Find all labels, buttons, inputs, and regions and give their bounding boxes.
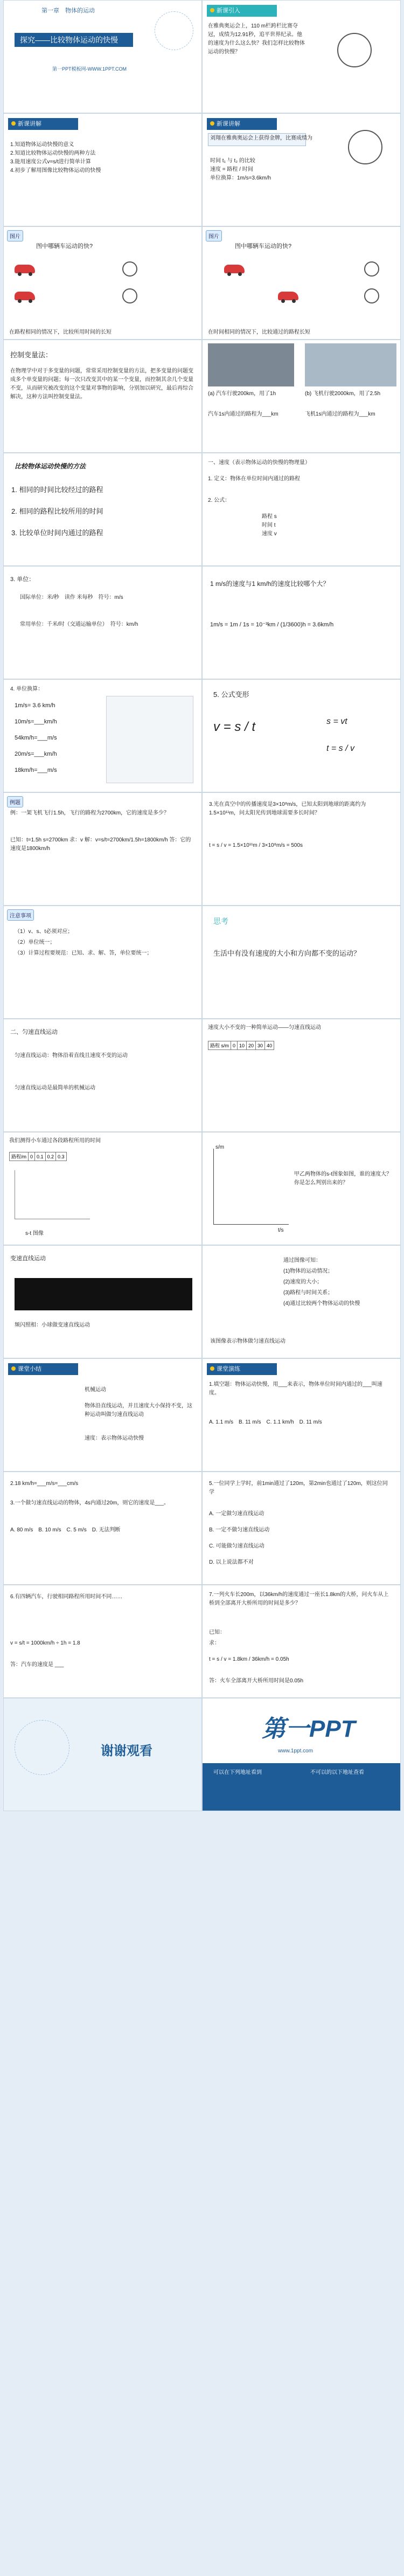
cap1: (a) 汽车行驶200km，用了1h — [208, 391, 276, 397]
slide-logo — [202, 1698, 401, 1811]
slide-thanks — [3, 1698, 202, 1811]
body: 在物理学中对于多变量的问题，常常采用控制变量的方法，把多变量的问题变成多个单变量的问题；每一次只改变其中的某一个变量，而控制其余几个变量不变，从而研究被改变的这个变量对事物的影响，分别加以研究，最后再综合解决，这种方法叫控制变量法。 — [10, 368, 193, 400]
q2: 飞机1s内通过的路程为___km — [305, 411, 375, 417]
question: 7.一列火车长200m，以36km/h的速度通过一座长1.8km的大桥，问火车从上桥到全部离开大桥所用的时间是多少？ — [209, 1592, 389, 1606]
stopwatch-icon — [348, 130, 382, 164]
equation: 1m/s = 1m / 1s = 10⁻³km / (1/3600)h = 3.6km/h — [210, 621, 334, 628]
col-1: 可以在下列地址看到 — [213, 1770, 262, 1776]
header: 新课讲解 — [207, 118, 277, 130]
title: 变速直线运动 — [10, 1255, 46, 1262]
slide-title — [3, 0, 202, 113]
brand-logo: 第一PPT — [262, 1716, 356, 1742]
caption: 在路程相同的情况下，比较所用时间的长短 — [9, 329, 112, 335]
clock-icon — [364, 261, 379, 277]
car-icon — [278, 292, 298, 300]
part-time: 时间 t — [262, 522, 276, 528]
clock-icon — [122, 288, 137, 303]
title: 5. 公式变形 — [213, 690, 249, 699]
title: 4. 单位换算： — [10, 686, 44, 692]
question: 生活中有没有速度的大小和方向都不变的运动？ — [213, 949, 361, 957]
question: 2.18 km/h=___m/s=___cm/s — [10, 1481, 79, 1487]
method-1: 1. 相同的时间比较经过的路程 — [11, 486, 103, 494]
header: 新课讲解 — [8, 118, 78, 130]
options: A. 80 m/s B. 10 m/s C. 5 m/s D. 无法判断 — [10, 1527, 121, 1533]
slide-st-graph — [3, 1132, 202, 1245]
answer: 已知：t=1.5h s=2700km 求：v 解：v=s/t=2700km/1.5h=1800km/h 答：它的速度是1800km/h — [10, 837, 191, 852]
option-a: A. 一定做匀速直线运动 — [209, 1511, 264, 1517]
slide-variable-motion — [3, 1245, 202, 1358]
header: 课堂小结 — [8, 1363, 78, 1375]
definition: 1. 定义：物体在单位时间内通过的路程 — [208, 476, 301, 482]
row-1: 1m/s= 3.6 km/h — [15, 702, 55, 709]
method-3: 3. 比较单位时间内通过的路程 — [11, 529, 103, 537]
subtitle: 第一PPT模板网-WWW.1PPT.COM — [52, 66, 127, 72]
question: 图中哪辆车运动的快? — [36, 243, 93, 250]
x-label: t/s — [278, 1227, 284, 1233]
line-3: 单位换算：1m/s=3.6km/h — [210, 175, 271, 181]
y-axis — [213, 1149, 214, 1224]
note: 该图像表示物体做匀速直线运动 — [210, 1338, 285, 1344]
formula-t: t = s / v — [326, 744, 355, 753]
question: 3.光在真空中的传播速度是3×10⁸m/s，已知太阳到地球的距离约为1.5×10¹¹m，问太阳光传到地球需要多长时间？ — [209, 802, 366, 816]
car-photo — [208, 343, 294, 386]
speed-icons-table — [106, 696, 193, 783]
formula-s: s = vt — [326, 717, 347, 726]
car-icon — [15, 265, 35, 273]
data-table: 路程 s/m 0 10 20 30 40 — [208, 1041, 274, 1050]
question: 甲乙两物体的s-t图象如图，谁的速度大？你是怎么判别出来的？ — [294, 1171, 392, 1186]
slide-lesson — [202, 113, 401, 226]
solution: t = s / v = 1.8km / 36km/h = 0.05h — [209, 1656, 289, 1662]
note: 刘翔在雅典奥运会上获得金牌，比赛成绩为 — [210, 135, 312, 141]
item-0: 机械运动 — [85, 1387, 106, 1393]
point-1: (1)物体的运动情况； — [283, 1268, 333, 1274]
point-2: (2)速度的大小； — [283, 1279, 323, 1285]
definition: 匀速直线运动：物体沿着直线且速度不变的运动 — [15, 1053, 128, 1059]
row-2: 10m/s=___km/h — [15, 719, 57, 725]
slide-practice-3 — [202, 1472, 401, 1585]
slide-cars-a — [3, 226, 202, 340]
solution: v = s/t = 1000km/h ÷ 1h = 1.8 — [10, 1640, 80, 1646]
caption: 频闪照相：小球做变速直线运动 — [15, 1322, 90, 1328]
plane-photo — [305, 343, 396, 386]
clock-icon — [122, 261, 137, 277]
y-label: s/m — [215, 1144, 225, 1150]
answer: 答：汽车的速度是 ___ — [10, 1662, 64, 1668]
slide-control-variable — [3, 340, 202, 453]
options: A. 1.1 m/s B. 11 m/s C. 1.1 km/h D. 11 m/s — [209, 1419, 322, 1425]
headline: 探究——比较物体运动的快慢 — [15, 33, 133, 47]
point-4: (4)通过比较两个物体运动的快慢 — [283, 1301, 360, 1307]
option-b: B. 一定不做匀速直线运动 — [209, 1527, 270, 1533]
part-speed: 速度 v — [262, 531, 277, 537]
cap2: (b) 飞机行驶2000km，用了2.5h — [305, 391, 381, 397]
clock-icon — [364, 288, 379, 303]
intl-unit: 国际单位：米/秒 读作 米每秒 符号：m/s — [20, 595, 123, 600]
point-3: (3)路程与时间关系； — [283, 1290, 333, 1296]
data-table: 路程/m 0 0.1 0.2 0.3 — [9, 1152, 67, 1161]
objective-3: 3.能用速度公式v=s/t进行简单计算 — [10, 159, 91, 165]
slide-practice-4 — [3, 1585, 202, 1698]
slide-uniform-table — [202, 1019, 401, 1132]
q1: 汽车1s内通过的路程为___km — [208, 411, 278, 417]
item-2: 速度：表示物体运动快慢 — [85, 1435, 144, 1441]
find: 求： — [209, 1640, 220, 1646]
dandelion-icon — [15, 1720, 69, 1775]
slide-cars-b — [202, 226, 401, 340]
slide-graph-info — [202, 1245, 401, 1358]
x-axis — [213, 1224, 289, 1225]
slide-practice-1 — [202, 1358, 401, 1472]
row-3: 54km/h=___m/s — [15, 735, 57, 741]
slide-units — [3, 566, 202, 679]
caption: 在时间相同的情况下，比较通过的路程长短 — [208, 329, 310, 335]
method-2: 2. 相同的路程比较所用的时间 — [11, 507, 103, 515]
slide-think — [202, 906, 401, 1019]
slide-unit-compare — [202, 566, 401, 679]
note-2: （2）单位统一； — [15, 940, 55, 945]
slide-car-vs-plane — [202, 340, 401, 453]
slide-methods — [3, 453, 202, 566]
known: 已知： — [209, 1629, 225, 1635]
note-3: （3）计算过程要规范：已知、求、解、答，单位要统一； — [15, 950, 152, 956]
thanks-text: 谢谢观看 — [101, 1744, 152, 1758]
question: 6.有四辆汽车，行驶相同路程所用时间不同…… — [10, 1594, 123, 1600]
formula-label: 2. 公式： — [208, 498, 231, 503]
slide-summary — [3, 1358, 202, 1472]
question: 例：一架飞机飞行1.5h，飞行的路程为2700km，它的速度是多少？ — [10, 810, 170, 816]
question: 5.一位同学上学时，前1min通过了120m，第2min也通过了120m，则这位同学 — [209, 1481, 388, 1495]
col-2: 不可以的以下地址查看 — [310, 1770, 364, 1776]
tag: 图片 — [206, 230, 222, 241]
brand-url: www.1ppt.com — [278, 1748, 314, 1754]
line-2: 速度 = 路程 / 时间 — [210, 167, 253, 172]
slide-objectives — [3, 113, 202, 226]
question: 图中哪辆车运动的快? — [235, 243, 292, 250]
option-d: D. 以上说法都不对 — [209, 1559, 254, 1565]
chapter-label: 第一章 物体的运动 — [41, 8, 95, 14]
note: 匀速直线运动是最简单的机械运动 — [15, 1085, 95, 1091]
common-unit: 常用单位：千米/时（交通运输单位） 符号：km/h — [20, 621, 138, 627]
row-4: 20m/s=___km/h — [15, 751, 57, 757]
slide-light — [202, 792, 401, 906]
title: 3. 单位： — [10, 576, 35, 583]
note-1: （1）v、s、t必须对应； — [15, 929, 73, 935]
tag: 思考 — [213, 917, 228, 926]
title: 比较物体运动快慢的方法 — [15, 462, 86, 470]
car-icon — [224, 265, 245, 273]
option-c: C. 可能做匀速直线运动 — [209, 1543, 264, 1549]
objective-1: 1.知道物体运动快慢的意义 — [10, 142, 74, 148]
tag: 图片 — [7, 230, 23, 241]
tag: 例题 — [7, 796, 23, 807]
title: 一、速度（表示物体运动的快慢的物理量） — [208, 460, 310, 466]
title: 1 m/s的速度与1 km/h的速度比较哪个大？ — [210, 580, 330, 588]
answer: 答：火车全部离开大桥所用时间是0.05h — [209, 1678, 304, 1684]
dandelion-icon — [155, 11, 193, 50]
body: 在雅典奥运会上，110 m栏跨栏比赛夺冠，成绩为12.91秒，追平世界纪录。他的速度为什么这么快？我们怎样比较物体运动的快慢？ — [208, 23, 305, 55]
slide-uniform — [3, 1019, 202, 1132]
row-5: 18km/h=___m/s — [15, 767, 57, 774]
caption: s-t 图像 — [25, 1231, 44, 1237]
slide-conversion — [3, 679, 202, 792]
slide-formula — [202, 679, 401, 792]
question: 1.填空题：物体运动快慢，用___来表示，物体单位时间内通过的___叫速度。 — [209, 1382, 382, 1396]
line-1: 时间 t₁ 与 t₂ 的比较 — [210, 158, 255, 164]
part-distance: 路程 s — [262, 514, 277, 520]
header: 课堂演练 — [207, 1363, 277, 1375]
title: 我们测得小车通过各段路程所用的时间 — [9, 1138, 101, 1144]
stopwatch-icon — [337, 33, 372, 67]
question-2: 3.一个做匀速直线运动的物体，4s内通过20m，则它的速度是___。 — [10, 1500, 170, 1506]
title: 二、匀速直线运动 — [10, 1029, 58, 1035]
item-1: 物体沿直线运动，并且速度大小保持不变，这种运动叫做匀速直线运动 — [85, 1403, 192, 1418]
car-icon — [15, 292, 35, 300]
slide-practice-5 — [202, 1585, 401, 1698]
header: 新课引入 — [207, 5, 277, 17]
slide-intro — [202, 0, 401, 113]
slide-notes — [3, 906, 202, 1019]
tag: 注意事项 — [7, 909, 34, 921]
strobe-photo — [15, 1278, 192, 1310]
answer: t = s / v = 1.5×10¹¹m / 3×10⁸m/s = 500s — [209, 842, 303, 848]
title: 控制变量法： — [10, 351, 53, 359]
slide-practice-2 — [3, 1472, 202, 1585]
slide-speed-def — [202, 453, 401, 566]
title: 速度大小不变的一种简单运动——匀速直线运动 — [208, 1025, 321, 1031]
objective-2: 2.知道比较物体运动快慢的两种方法 — [10, 150, 96, 156]
slide-compare-graph — [202, 1132, 401, 1245]
point-0: 通过图像可知： — [283, 1258, 321, 1263]
main-formula: v = s / t — [213, 720, 256, 734]
slide-example — [3, 792, 202, 906]
objective-4: 4.初步了解用图像比较物体运动的快慢 — [10, 168, 101, 174]
